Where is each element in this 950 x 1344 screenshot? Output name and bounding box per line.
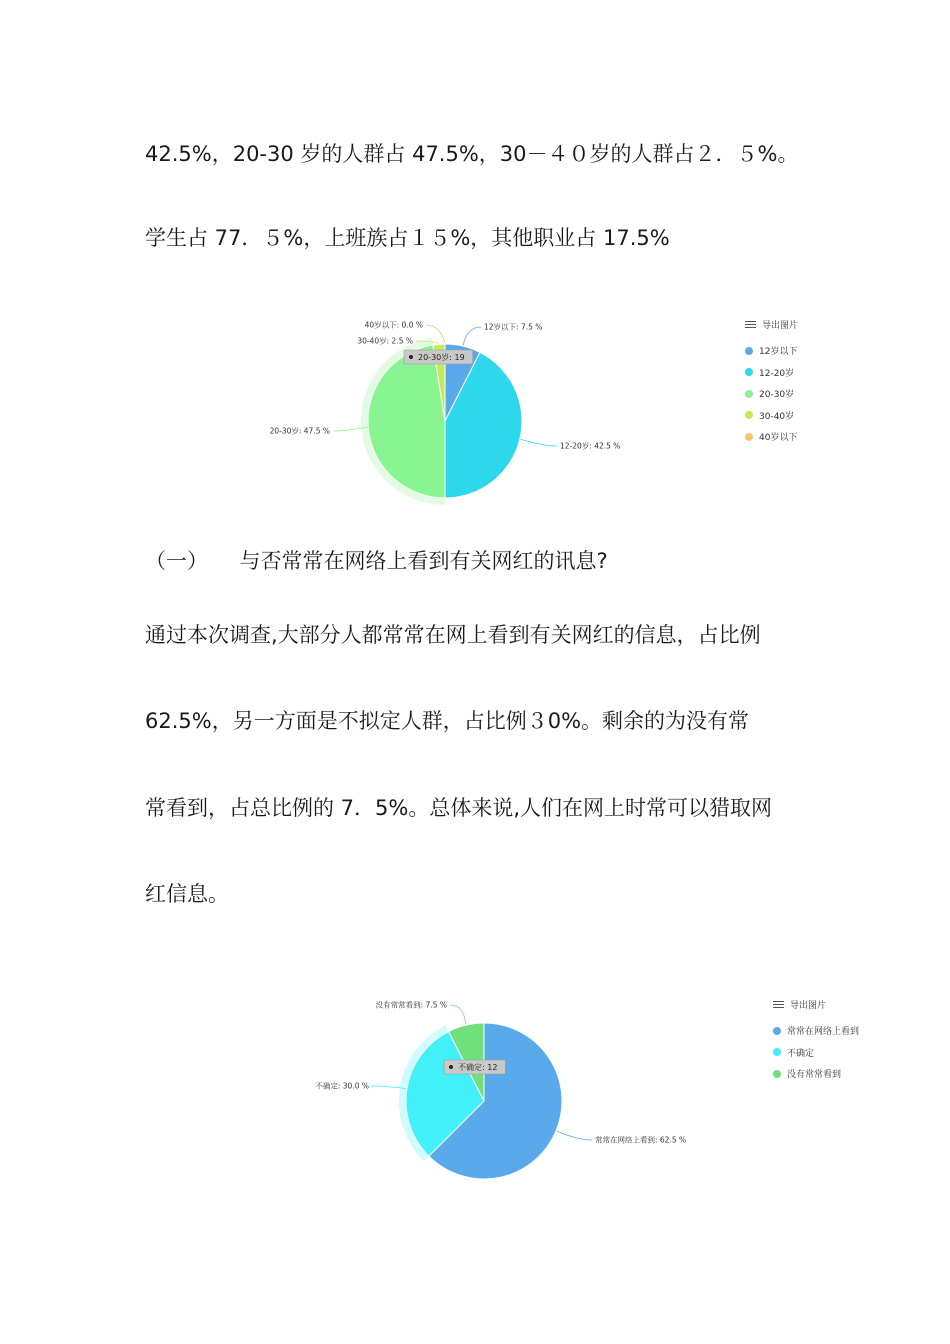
legend-item[interactable] xyxy=(745,362,798,384)
pie-data-label: 20-30岁: 47.5 % xyxy=(269,426,330,436)
awareness-pie-svg xyxy=(310,990,710,1190)
legend-label: 常常在网络上看到 xyxy=(787,1027,860,1038)
svg-text:不确定: 12: 不确定: 12 xyxy=(458,1063,498,1072)
pie-data-label: 12岁以下: 7.5 % xyxy=(484,322,543,332)
pie-label-leader xyxy=(557,1131,592,1140)
legend-label: 没有常常看到 xyxy=(787,1070,842,1081)
pie-data-label: 12-20岁: 42.5 % xyxy=(560,441,621,451)
paragraph-line: 常看到，占总比例的 7．5%。总体来说,人们在网上时常可以猎取网 xyxy=(145,796,773,820)
legend-label: 不确定 xyxy=(787,1048,815,1059)
legend-item[interactable] xyxy=(773,1063,859,1085)
pie-label-leader xyxy=(463,327,481,345)
pie-data-label: 不确定: 30.0 % xyxy=(315,1081,369,1091)
legend-swatch xyxy=(745,433,753,441)
pie-data-label: 常常在网络上看到: 62.5 % xyxy=(595,1135,687,1145)
age-pie-legend xyxy=(745,318,798,448)
legend-item[interactable] xyxy=(745,405,798,427)
legend-label: 12-20岁 xyxy=(759,368,795,379)
awareness-pie-chart xyxy=(310,990,710,1190)
awareness-pie-legend xyxy=(773,998,859,1085)
legend-item[interactable] xyxy=(745,383,798,405)
legend-item[interactable] xyxy=(745,340,798,362)
legend-item[interactable] xyxy=(773,1020,859,1042)
paragraph-line: 42.5%，20-30 岁的人群占 47.5%，30－４０岁的人群占２．５%。 xyxy=(145,142,799,166)
pie-data-label: 30-40岁: 2.5 % xyxy=(357,336,413,346)
paragraph-line: 62.5%，另一方面是不拟定人群，占比例３0%。剩余的为没有常 xyxy=(145,709,750,733)
export-image-button[interactable] xyxy=(745,318,798,331)
export-image-label: 导出图片 xyxy=(790,1001,827,1011)
paragraph-line: 学生占 77．５%，上班族占１５%，其他职业占 17.5% xyxy=(145,226,670,250)
menu-icon xyxy=(773,1001,784,1009)
paragraph-line: 红信息。 xyxy=(145,882,229,906)
pie-tooltip xyxy=(404,350,473,364)
legend-swatch xyxy=(773,1070,781,1078)
legend-swatch xyxy=(773,1027,781,1035)
export-image-label: 导出图片 xyxy=(762,321,799,331)
pie-tooltip xyxy=(444,1060,505,1074)
export-image-button[interactable] xyxy=(773,998,859,1011)
section-heading: （一） 与否常常在网络上看到有关网红的讯息? xyxy=(145,549,608,573)
legend-swatch xyxy=(773,1048,781,1056)
legend-swatch xyxy=(745,390,753,398)
legend-label: 20-30岁 xyxy=(759,390,795,401)
pie-label-leader xyxy=(450,1005,466,1024)
age-pie-chart xyxy=(270,308,630,518)
age-pie-svg xyxy=(270,308,630,518)
paragraph-line: 通过本次调查,大部分人都常常在网上看到有关网红的信息，占比例 xyxy=(145,623,761,647)
legend-swatch xyxy=(745,347,753,355)
pie-label-leader xyxy=(521,439,557,446)
legend-swatch xyxy=(745,368,753,376)
legend-swatch xyxy=(745,411,753,419)
legend-item[interactable] xyxy=(773,1042,859,1064)
legend-item[interactable] xyxy=(745,426,798,448)
pie-data-label: 没有常常看到: 7.5 % xyxy=(375,1000,447,1010)
legend-label: 12岁以下 xyxy=(759,347,798,358)
legend-label: 40岁以下 xyxy=(759,433,798,444)
legend-label: 30-40岁 xyxy=(759,411,795,422)
menu-icon xyxy=(745,321,756,329)
pie-data-label: 40岁以下: 0.0 % xyxy=(364,320,423,330)
pie-slice[interactable] xyxy=(368,345,445,498)
svg-text:20-30岁: 19: 20-30岁: 19 xyxy=(418,353,465,362)
